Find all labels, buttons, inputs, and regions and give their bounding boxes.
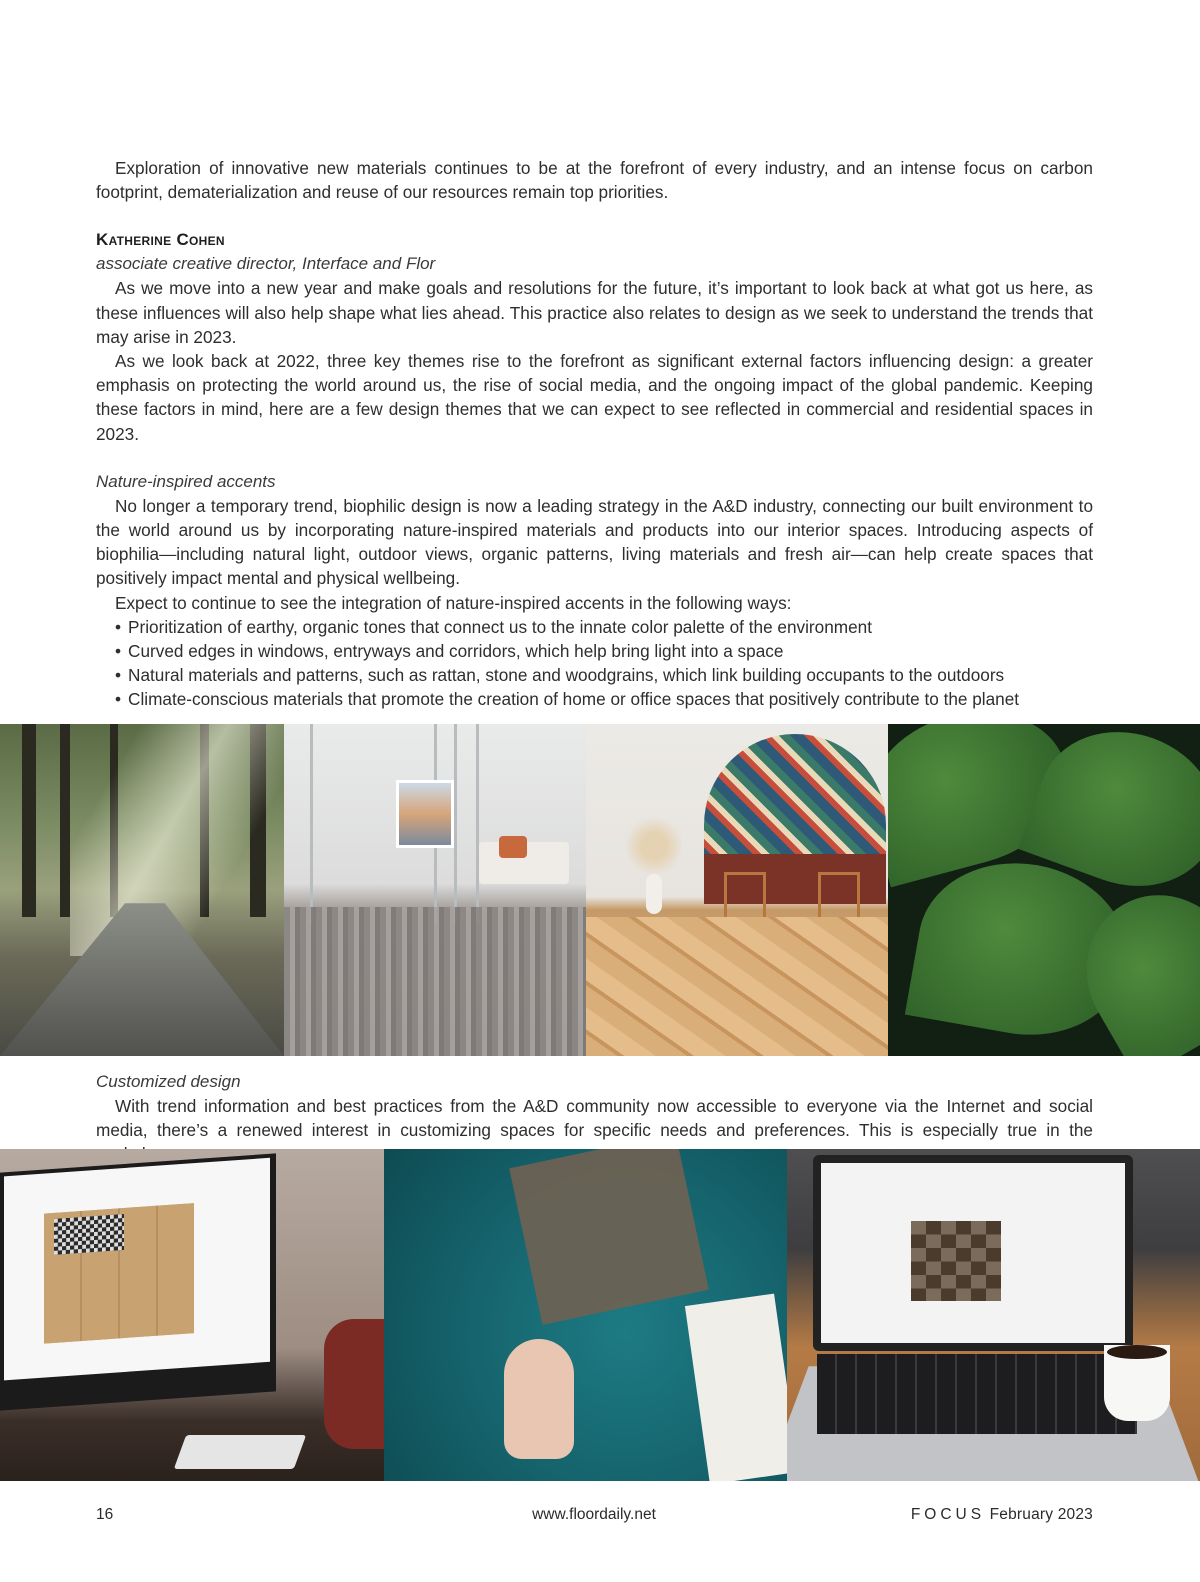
forest-road-photo: [0, 724, 284, 1056]
body-paragraph-1: As we move into a new year and make goals and resolutions for the future, it’s important to look back at what got us here, as these influences will also help shape what lies ahead. This practice also relates to design as we seek to understand the trends that may arise in 2023.: [96, 278, 1093, 347]
body-paragraph-2: As we look back at 2022, three key themes rise to the forefront as significant external factors influencing design: a greater emphasis on protecting the world around us, the rise of social media, and the ongoing impact of the global pandemic. Keeping these factors in mind, here are a few design themes that we can expect to see reflected in commercial and residential spaces in 2023.: [96, 351, 1093, 444]
list-item: • Prioritization of earthy, organic tones that connect us to the innate color palette of the environment: [115, 615, 1093, 639]
photo-strip-nature: [0, 724, 1200, 1056]
nature-bullet-list: [96, 615, 1093, 712]
office-interior-photo: [284, 724, 586, 1056]
article-top: [96, 156, 1093, 712]
section-nature-body: No longer a temporary trend, biophilic design is now a leading strategy in the A&D industry, connecting our built environment to the world around us by incorporating nature-inspired materials and products into our interior spaces. Introducing aspects of biophilia—including natural light, outdoor views, organic patterns, living materials and fresh air—can help create spaces that positively impact mental and physical wellbeing.: [96, 495, 1093, 589]
cafe-arch-photo: [586, 724, 888, 1056]
leaves-photo: [888, 724, 1200, 1056]
author-role: associate creative director, Interface and Flor: [96, 254, 436, 274]
list-item: • Curved edges in windows, entryways and corridors, which help bring light into a space: [115, 639, 1093, 663]
list-item: • Climate-conscious materials that promote the creation of home or office spaces that positively contribute to the planet: [115, 687, 1093, 711]
footer-issue: [911, 1506, 1093, 1524]
issue-date: February 2023: [989, 1506, 1093, 1523]
footer-url: www.floordaily.net: [532, 1506, 656, 1523]
section-customized-body: With trend information and best practices from the A&D community now accessible to everyone via the Internet and social media, there’s a renewed interest in customizing spaces for specific needs and preferences. This is especially true in the: [96, 1096, 1093, 1141]
page-number: 16: [96, 1506, 114, 1523]
list-item: • Natural materials and patterns, such as rattan, stone and woodgrains, which link building occupants to the outdoors: [115, 663, 1093, 687]
author-name: Katherine Cohen: [96, 230, 225, 250]
section-heading-customized: Customized design: [96, 1072, 241, 1091]
photo-strip-customized: [0, 1149, 1200, 1481]
section-heading-nature: Nature-inspired accents: [96, 471, 276, 491]
intro-paragraph: Exploration of innovative new materials continues to be at the forefront of every industry, and an intense focus on carbon footprint, dematerialization and reuse of our resources remain top priorities.: [96, 158, 1093, 203]
magazine-name: FOCUS: [910, 1506, 986, 1523]
carpet-tile-photo: [384, 1149, 787, 1481]
laptop-design-tool-photo: [787, 1149, 1200, 1481]
section-nature-lead: Expect to continue to see the integration of nature-inspired accents in the following ways:: [115, 592, 792, 613]
desktop-design-tool-photo: [0, 1149, 384, 1481]
